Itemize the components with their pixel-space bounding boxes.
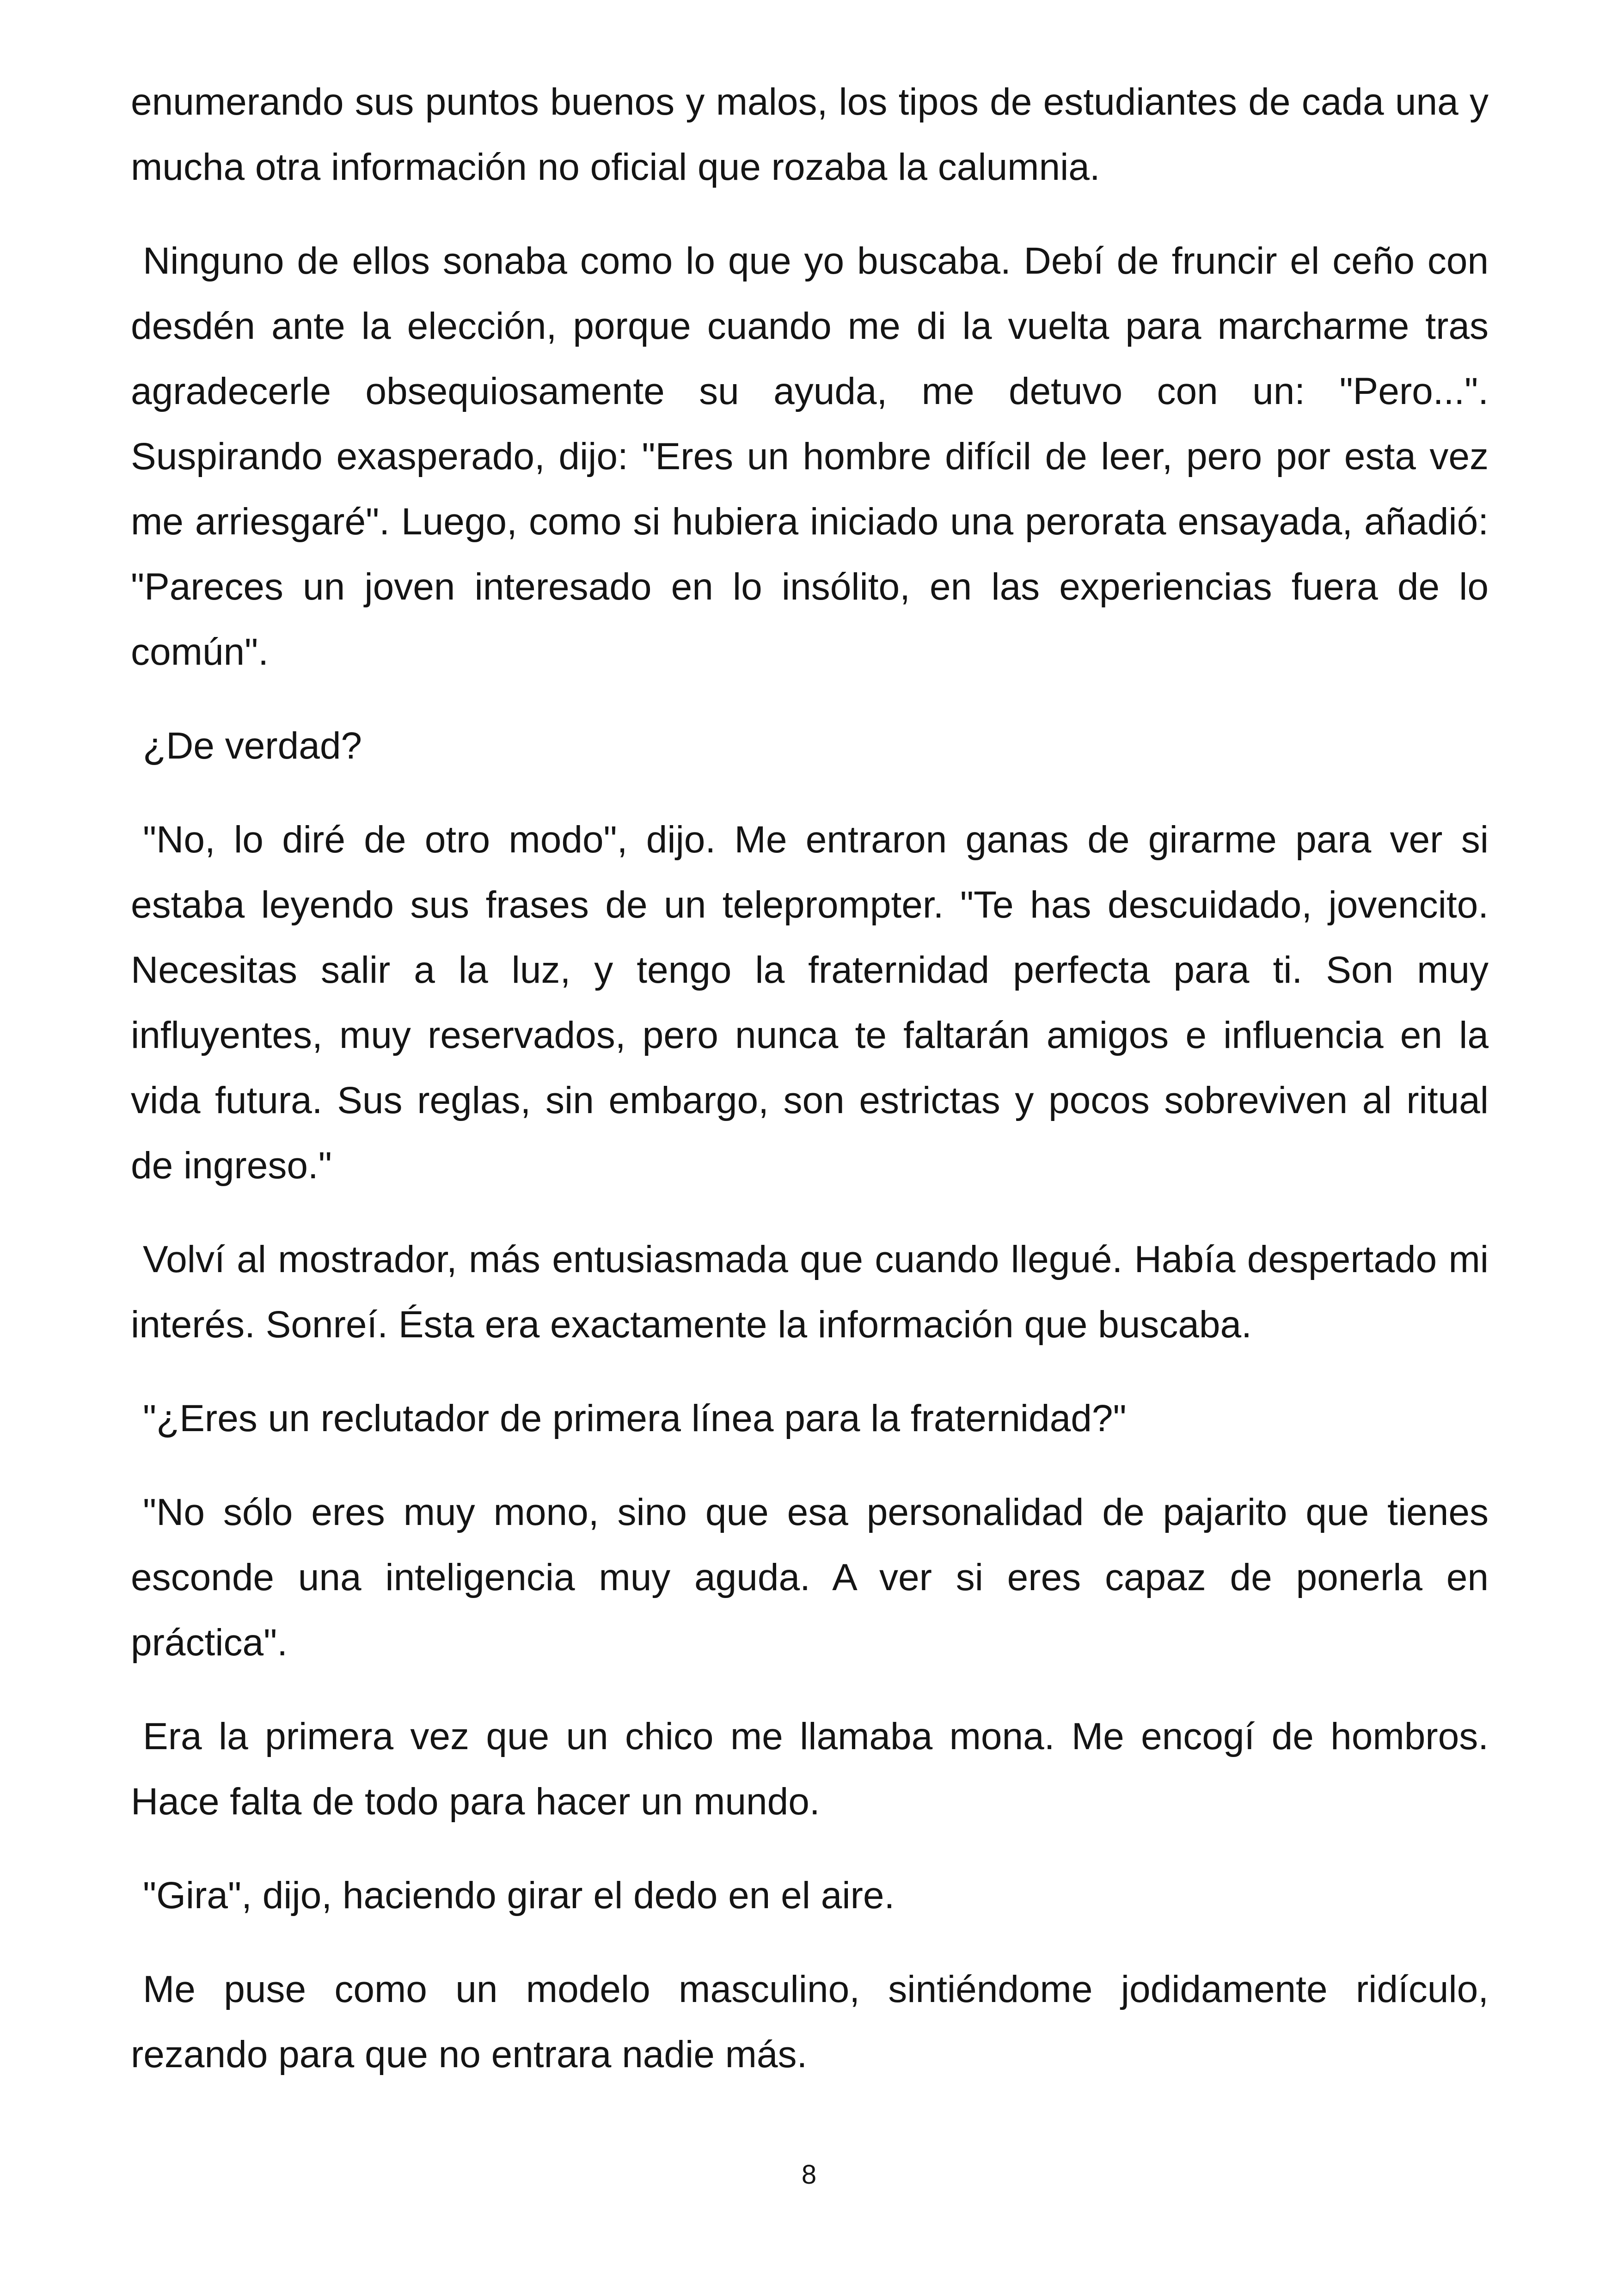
paragraph-10: Me puse como un modelo masculino, sintiéndome jodidamente ridículo, rezando para que no entrara nadie más. <box>131 1968 1489 2076</box>
paragraph-7: "No sólo eres muy mono, sino que esa personalidad de pajarito que tienes esconde una inteligencia muy aguda. A ver si eres capaz de ponerla en práctica". <box>131 1491 1489 1664</box>
page-number: 8 <box>801 2160 817 2190</box>
paragraph-1: enumerando sus puntos buenos y malos, los tipos de estudiantes de cada una y mucha otra información no oficial que rozaba la calumnia. <box>131 81 1489 188</box>
paragraph-9: "Gira", dijo, haciendo girar el dedo en el aire. <box>143 1874 895 1916</box>
paragraph-2: Ninguno de ellos sonaba como lo que yo buscaba. Debí de fruncir el ceño con desdén ante la elección, porque cuando me di la vuelta para marcharme tras agradecerle obsequiosamente su ayuda, me detuvo con un: "Pero...". Suspirando exasperado, dijo: "Eres un hombre difícil de leer, pero por esta vez me arriesgaré". Luego, como si hubiera iniciado una perorata ensayada, añadió: "Pareces un joven interesado en lo insólito, en las experiencias fuera de lo común". <box>131 240 1489 673</box>
paragraph-3: ¿De verdad? <box>143 725 362 767</box>
paragraph-5: Volví al mostrador, más entusiasmada que cuando llegué. Había despertado mi interés. Sonreí. Ésta era exactamente la información que buscaba. <box>131 1238 1489 1346</box>
body-text <box>131 69 1489 2116</box>
paragraph-6: "¿Eres un reclutador de primera línea para la fraternidad?" <box>143 1397 1127 1439</box>
paragraph-8: Era la primera vez que un chico me llamaba mona. Me encogí de hombros. Hace falta de todo para hacer un mundo. <box>131 1715 1489 1823</box>
paragraph-4: "No, lo diré de otro modo", dijo. Me entraron ganas de girarme para ver si estaba leyendo sus frases de un teleprompter. "Te has descuidado, jovencito. Necesitas salir a la luz, y tengo la fraternidad perfecta para ti. Son muy influyentes, muy reservados, pero nunca te faltarán amigos e influencia en la vida futura. Sus reglas, sin embargo, son estrictas y pocos sobreviven al ritual de ingreso." <box>131 819 1489 1187</box>
